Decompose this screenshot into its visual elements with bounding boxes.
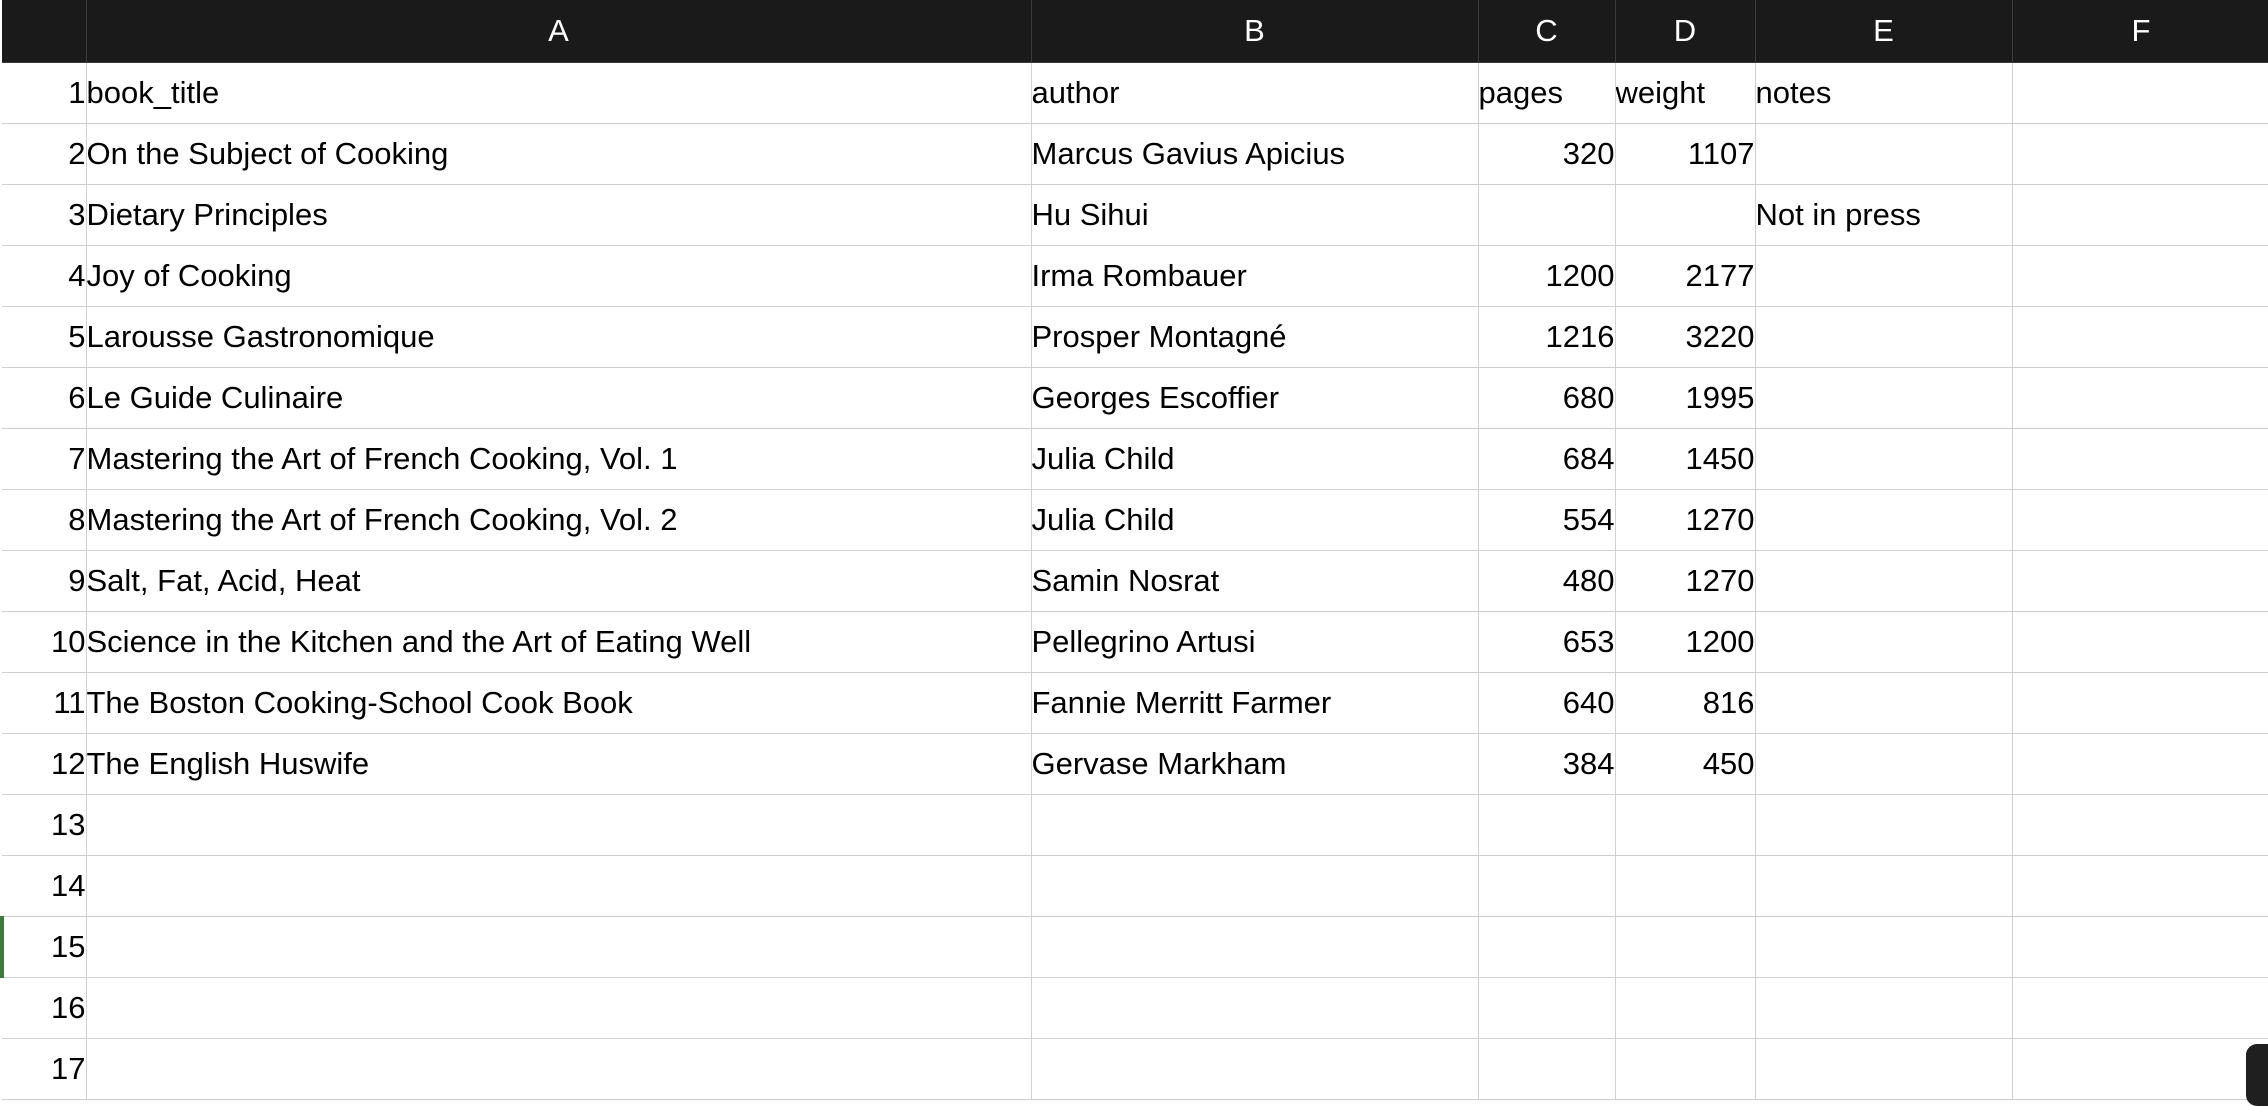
cell-d16[interactable] (1615, 978, 1755, 1039)
cell-e7[interactable] (1755, 429, 2012, 490)
row-header[interactable]: 3 (2, 185, 86, 246)
cell-f5[interactable] (2012, 307, 2268, 368)
column-header-d[interactable]: D (1615, 0, 1755, 63)
cell-b17[interactable] (1031, 1039, 1478, 1100)
table-row[interactable] (2, 307, 2268, 368)
cell-c17[interactable] (1478, 1039, 1615, 1100)
cell-d9[interactable]: 1270 (1615, 551, 1755, 612)
table-row[interactable] (2, 978, 2268, 1039)
column-header-f[interactable]: F (2012, 0, 2268, 63)
cell-d8[interactable]: 1270 (1615, 490, 1755, 551)
cell-f6[interactable] (2012, 368, 2268, 429)
row-header[interactable]: 7 (2, 429, 86, 490)
cell-f2[interactable] (2012, 124, 2268, 185)
cell-a17[interactable] (86, 1039, 1031, 1100)
cell-c4[interactable]: 1200 (1478, 246, 1615, 307)
cell-a8[interactable]: Mastering the Art of French Cooking, Vol. 2 (86, 490, 1031, 551)
row-header[interactable]: 10 (2, 612, 86, 673)
table-row[interactable] (2, 1039, 2268, 1100)
cell-b7[interactable]: Julia Child (1031, 429, 1478, 490)
cell-a6[interactable]: Le Guide Culinaire (86, 368, 1031, 429)
cell-a11[interactable]: The Boston Cooking-School Cook Book (86, 673, 1031, 734)
cell-a12[interactable]: The English Huswife (86, 734, 1031, 795)
row-header[interactable]: 13 (2, 795, 86, 856)
cell-f11[interactable] (2012, 673, 2268, 734)
table-row[interactable] (2, 673, 2268, 734)
cell-c8[interactable]: 554 (1478, 490, 1615, 551)
table-row[interactable] (2, 185, 2268, 246)
cell-f13[interactable] (2012, 795, 2268, 856)
cell-d4[interactable]: 2177 (1615, 246, 1755, 307)
row-header[interactable]: 14 (2, 856, 86, 917)
cell-b1[interactable]: author (1031, 63, 1478, 124)
column-header-row (2, 0, 2268, 63)
table-row[interactable] (2, 490, 2268, 551)
cell-d13[interactable] (1615, 795, 1755, 856)
cell-d3[interactable] (1615, 185, 1755, 246)
cell-b11[interactable]: Fannie Merritt Farmer (1031, 673, 1478, 734)
cell-b5[interactable]: Prosper Montagné (1031, 307, 1478, 368)
cell-e11[interactable] (1755, 673, 2012, 734)
cell-f7[interactable] (2012, 429, 2268, 490)
cell-f8[interactable] (2012, 490, 2268, 551)
cell-e10[interactable] (1755, 612, 2012, 673)
select-all-corner[interactable] (2, 0, 86, 63)
cell-a15[interactable] (86, 917, 1031, 978)
cell-b2[interactable]: Marcus Gavius Apicius (1031, 124, 1478, 185)
column-header-b[interactable]: B (1031, 0, 1478, 63)
cell-e14[interactable] (1755, 856, 2012, 917)
row-header[interactable]: 17 (2, 1039, 86, 1100)
cell-f15[interactable] (2012, 917, 2268, 978)
cell-b9[interactable]: Samin Nosrat (1031, 551, 1478, 612)
cell-b13[interactable] (1031, 795, 1478, 856)
cell-b15[interactable] (1031, 917, 1478, 978)
cell-b10[interactable]: Pellegrino Artusi (1031, 612, 1478, 673)
table-row[interactable] (2, 795, 2268, 856)
cell-e5[interactable] (1755, 307, 2012, 368)
cell-c5[interactable]: 1216 (1478, 307, 1615, 368)
cell-c12[interactable]: 384 (1478, 734, 1615, 795)
cell-c2[interactable]: 320 (1478, 124, 1615, 185)
cell-e2[interactable] (1755, 124, 2012, 185)
table-row[interactable] (2, 612, 2268, 673)
cell-f10[interactable] (2012, 612, 2268, 673)
cell-a7[interactable]: Mastering the Art of French Cooking, Vol. 1 (86, 429, 1031, 490)
cell-d6[interactable]: 1995 (1615, 368, 1755, 429)
cell-e8[interactable] (1755, 490, 2012, 551)
table-row[interactable] (2, 368, 2268, 429)
cell-e17[interactable] (1755, 1039, 2012, 1100)
column-header-e[interactable]: E (1755, 0, 2012, 63)
cell-f9[interactable] (2012, 551, 2268, 612)
cell-c14[interactable] (1478, 856, 1615, 917)
cell-e1[interactable]: notes (1755, 63, 2012, 124)
cell-c15[interactable] (1478, 917, 1615, 978)
cell-d11[interactable]: 816 (1615, 673, 1755, 734)
row-header[interactable]: 4 (2, 246, 86, 307)
table-row[interactable] (2, 551, 2268, 612)
cell-b8[interactable]: Julia Child (1031, 490, 1478, 551)
cell-e13[interactable] (1755, 795, 2012, 856)
row-header[interactable]: 1 (2, 63, 86, 124)
row-header[interactable]: 15 (2, 917, 86, 978)
row-header[interactable]: 11 (2, 673, 86, 734)
cell-a13[interactable] (86, 795, 1031, 856)
cell-b3[interactable]: Hu Sihui (1031, 185, 1478, 246)
cell-a4[interactable]: Joy of Cooking (86, 246, 1031, 307)
cell-b4[interactable]: Irma Rombauer (1031, 246, 1478, 307)
cell-e12[interactable] (1755, 734, 2012, 795)
cell-f1[interactable] (2012, 63, 2268, 124)
cell-f16[interactable] (2012, 978, 2268, 1039)
row-header[interactable]: 9 (2, 551, 86, 612)
cell-b6[interactable]: Georges Escoffier (1031, 368, 1478, 429)
cell-d2[interactable]: 1107 (1615, 124, 1755, 185)
row-header[interactable]: 2 (2, 124, 86, 185)
cell-d10[interactable]: 1200 (1615, 612, 1755, 673)
cell-c13[interactable] (1478, 795, 1615, 856)
cell-c7[interactable]: 684 (1478, 429, 1615, 490)
cell-a16[interactable] (86, 978, 1031, 1039)
column-header-a[interactable]: A (86, 0, 1031, 63)
table-row[interactable] (2, 856, 2268, 917)
table-row[interactable] (2, 429, 2268, 490)
cell-c10[interactable]: 653 (1478, 612, 1615, 673)
cell-a1[interactable]: book_title (86, 63, 1031, 124)
cell-d5[interactable]: 3220 (1615, 307, 1755, 368)
cell-e6[interactable] (1755, 368, 2012, 429)
cell-e4[interactable] (1755, 246, 2012, 307)
cell-e16[interactable] (1755, 978, 2012, 1039)
cell-e3[interactable]: Not in press (1755, 185, 2012, 246)
cell-d12[interactable]: 450 (1615, 734, 1755, 795)
cell-c16[interactable] (1478, 978, 1615, 1039)
cell-f14[interactable] (2012, 856, 2268, 917)
cell-d17[interactable] (1615, 1039, 1755, 1100)
cell-b12[interactable]: Gervase Markham (1031, 734, 1478, 795)
cell-c6[interactable]: 680 (1478, 368, 1615, 429)
cell-e15[interactable] (1755, 917, 2012, 978)
cell-b14[interactable] (1031, 856, 1478, 917)
row-header[interactable]: 8 (2, 490, 86, 551)
row-header[interactable]: 12 (2, 734, 86, 795)
cell-c1[interactable]: pages (1478, 63, 1615, 124)
row-header[interactable]: 6 (2, 368, 86, 429)
cell-d15[interactable] (1615, 917, 1755, 978)
table-row[interactable] (2, 246, 2268, 307)
cell-d1[interactable]: weight (1615, 63, 1755, 124)
cell-c11[interactable]: 640 (1478, 673, 1615, 734)
cell-d7[interactable]: 1450 (1615, 429, 1755, 490)
cell-a2[interactable]: On the Subject of Cooking (86, 124, 1031, 185)
cell-a5[interactable]: Larousse Gastronomique (86, 307, 1031, 368)
cell-e9[interactable] (1755, 551, 2012, 612)
table-row[interactable] (2, 917, 2268, 978)
cell-c3[interactable] (1478, 185, 1615, 246)
row-header[interactable]: 16 (2, 978, 86, 1039)
cell-a14[interactable] (86, 856, 1031, 917)
cell-a10[interactable]: Science in the Kitchen and the Art of Eating Well (86, 612, 1031, 673)
cell-a9[interactable]: Salt, Fat, Acid, Heat (86, 551, 1031, 612)
cell-f12[interactable] (2012, 734, 2268, 795)
cell-d14[interactable] (1615, 856, 1755, 917)
table-row[interactable] (2, 734, 2268, 795)
table-row[interactable] (2, 124, 2268, 185)
row-header[interactable]: 5 (2, 307, 86, 368)
cell-f3[interactable] (2012, 185, 2268, 246)
cell-f4[interactable] (2012, 246, 2268, 307)
column-header-c[interactable]: C (1478, 0, 1615, 63)
cell-c9[interactable]: 480 (1478, 551, 1615, 612)
cell-a3[interactable]: Dietary Principles (86, 185, 1031, 246)
cell-f17[interactable] (2012, 1039, 2268, 1100)
table-row[interactable] (2, 63, 2268, 124)
cell-b16[interactable] (1031, 978, 1478, 1039)
vertical-scrollbar-thumb[interactable] (2246, 1044, 2268, 1106)
